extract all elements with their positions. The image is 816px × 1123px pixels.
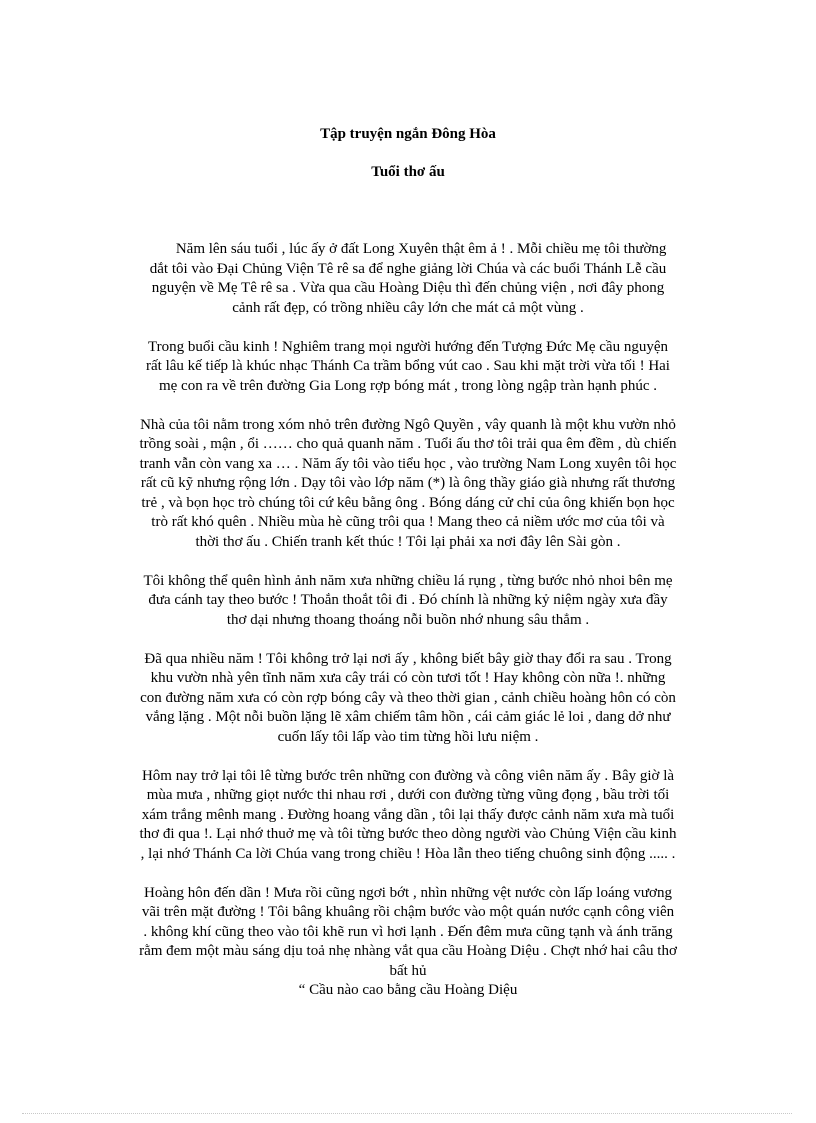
text-line: trẻ , và bọn học trò chúng tôi cứ kêu bằng ông . Bóng dáng cử chỉ của ông khiến bọn học xyxy=(141,494,675,511)
text-line: Năm lên sáu tuổi , lúc ấy ở đất Long Xuyên thật êm ả ! . Mỗi chiều mẹ tôi thường xyxy=(149,241,667,257)
text-line: Tôi không thể quên hình ảnh năm xưa những chiều lá rụng , từng bước nhỏ nhoi bên mẹ xyxy=(143,572,673,589)
text-line: , lại nhớ Thánh Ca lời Chúa vang trong chiều ! Hòa lẫn theo tiếng chuông sinh động ..... . xyxy=(140,845,676,862)
story-body xyxy=(110,240,706,1020)
collection-title: Tập truyện ngắn Đông Hòa xyxy=(320,126,496,142)
text-line: Nhà của tôi nằm trong xóm nhỏ trên đường Ngô Quyền , vây quanh là một khu vườn nhỏ xyxy=(140,416,676,433)
text-line: thời thơ ấu . Chiến tranh kết thúc ! Tôi lại phải xa nơi đây lên Sài gòn . xyxy=(195,533,621,550)
text-line: vắng lặng . Một nỗi buồn lặng lẽ xâm chiếm tâm hồn , cái cảm giác lẻ loi , dang dở như xyxy=(145,709,671,725)
paragraph xyxy=(110,572,706,631)
paragraph xyxy=(110,240,706,318)
text-line: rằm đem một màu sáng dịu toả nhẹ nhàng vắt qua cầu Hoàng Diệu . Chợt nhớ hai câu thơ xyxy=(139,943,677,959)
text-line: trò rất khó quên . Nhiều mùa hè cũng trôi qua ! Mang theo cả niềm ước mơ của tôi và xyxy=(151,514,665,530)
text-line: bất hủ xyxy=(389,962,427,979)
text-line: rất lâu kế tiếp là khúc nhạc Thánh Ca trầm bổng vút cao . Sau khi mặt trời vừa tối ! Hai xyxy=(146,358,670,374)
text-line: rất cũ kỹ nhưng rộng lớn . Dạy tôi vào lớp năm (*) là ông thầy giáo già nhưng rất thương xyxy=(140,475,676,491)
paragraph xyxy=(110,884,706,1001)
text-line: mùa mưa , những giọt nước thi nhau rơi , dưới con đường từng vũng đọng , bầu trời tối xyxy=(146,787,670,803)
story-title: Tuổi thơ ấu xyxy=(371,164,445,180)
paragraph xyxy=(110,416,706,553)
text-line: . không khí cũng theo vào tôi khẽ run vì hơi lạnh . Đến đêm mưa cũng tạnh và ánh trăng xyxy=(143,923,673,940)
text-line: Hôm nay trở lại tôi lê từng bước trên những con đường và công viên năm ấy . Bây giờ là xyxy=(141,767,675,784)
text-line: nguyện về Mẹ Tê rê sa . Vừa qua cầu Hoàng Diệu thì đến chủng viện , nơi đây phong xyxy=(151,280,665,296)
text-line: Hoàng hôn đến dần ! Mưa rồi cũng ngơi bớt , nhìn những vệt nước còn lấp loáng vương xyxy=(144,884,672,901)
text-line: xám trắng mênh mang . Đường hoang vắng dần , tôi lại thấy được cảnh năm xưa mà tuổi xyxy=(141,806,675,823)
text-line: Trong buổi cầu kinh ! Nghiêm trang mọi người hướng đến Tượng Đức Mẹ cầu nguyện xyxy=(148,338,668,355)
text-line: con đường năm xưa có còn rợp bóng cây và theo thời gian , cảnh chiều hoàng hôn có còn xyxy=(140,689,676,706)
page-bottom-rule xyxy=(22,1113,792,1114)
text-line: mẹ con ra về trên đường Gia Long rợp bóng mát , trong lòng ngập tràn hạnh phúc . xyxy=(158,377,658,394)
text-line: tranh vẫn còn vang xa … . Năm ấy tôi vào tiểu học , vào trường Nam Long xuyên tôi học xyxy=(139,455,677,472)
text-line: cảnh rất đẹp, có trồng nhiều cây lớn che mát cả một vùng . xyxy=(232,299,584,316)
text-line: vãi trên mặt đường ! Tôi bâng khuâng rồi chậm bước vào một quán nước cạnh công viên xyxy=(141,904,675,920)
text-line: “ Cầu nào cao bằng cầu Hoàng Diệu xyxy=(298,982,518,998)
paragraph xyxy=(110,767,706,865)
text-line: thơ đi qua !. Lại nhớ thuở mẹ và tôi từng bước theo dòng người vào Chủng Viện cầu kinh xyxy=(139,826,677,842)
text-line: khu vườn nhà yên tĩnh năm xưa cây trái có còn tươi tốt ! Hay không còn nữa !. những xyxy=(150,670,666,686)
text-line: dắt tôi vào Đại Chủng Viện Tê rê sa để nghe giảng lời Chúa và các buổi Thánh Lễ cầu xyxy=(149,260,667,277)
text-line: cuốn lấy tôi lấp vào tim từng hồi lưu niệm . xyxy=(277,728,539,745)
text-line: trồng soài , mận , ổi …… cho quả quanh năm . Tuổi ấu thơ tôi trải qua êm đềm , dù chiến xyxy=(139,436,677,452)
text-line: thơ dại nhưng thoang thoáng nỗi buồn nhớ nhung sâu thẳm . xyxy=(226,611,590,628)
text-line: Đã qua nhiều năm ! Tôi không trở lại nơi ấy , không biết bây giờ thay đổi ra sau . Trong xyxy=(144,650,672,667)
paragraph xyxy=(110,338,706,397)
text-line: đưa cánh tay theo bước ! Thoắn thoắt tôi đi . Đó chính là những kỷ niệm ngày xưa đầy xyxy=(148,592,668,608)
paragraph xyxy=(110,650,706,748)
